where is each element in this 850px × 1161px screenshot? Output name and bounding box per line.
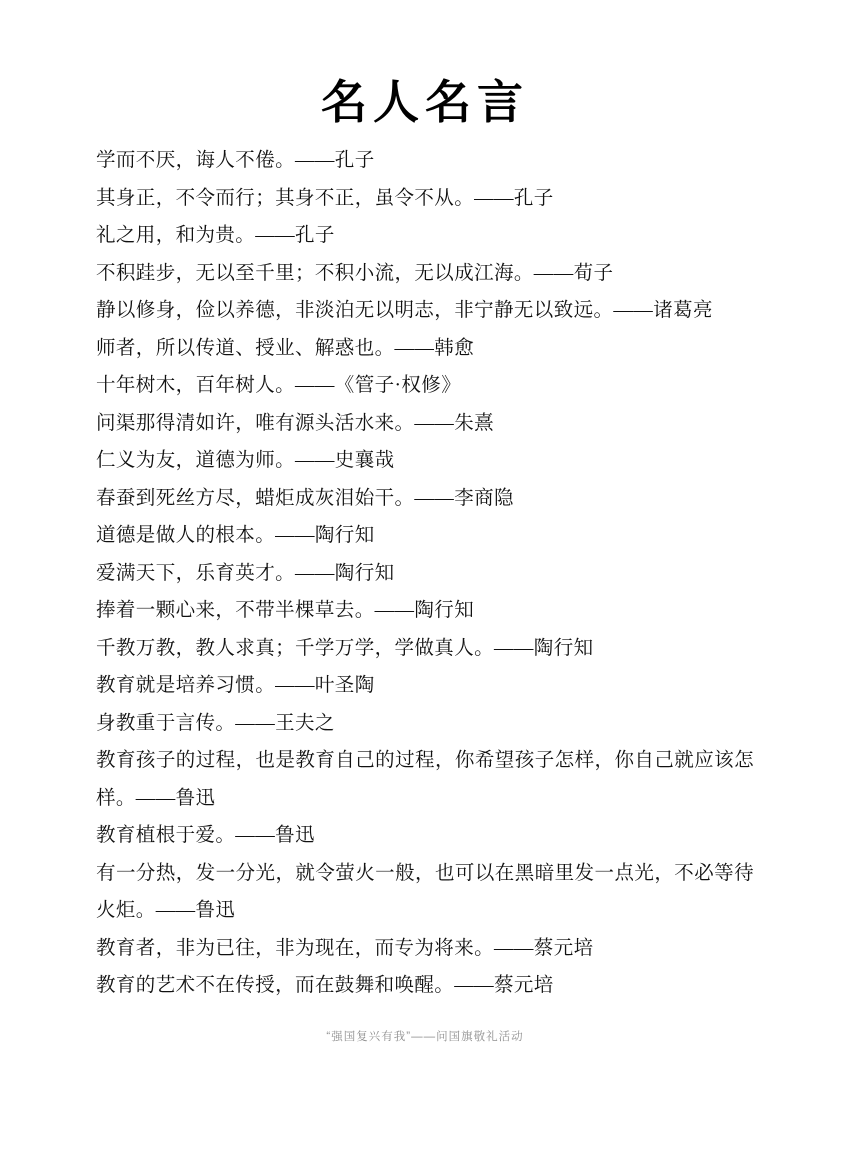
quote-line: 爱满天下，乐育英才。——陶行知	[96, 562, 395, 584]
quote-line: 捧着一颗心来，不带半棵草去。——陶行知	[96, 600, 475, 621]
quote-line: 十年树木，百年树人。——《管子·权修》	[96, 375, 462, 396]
quote-line: 教育者，非为已往，非为现在，而专为将来。——蔡元培	[96, 937, 594, 959]
quote-line: 仁义为友，道德为师。——史襄哉	[96, 450, 395, 471]
quote-line: 有一分热，发一分光，就令萤火一般，也可以在黑暗里发一点光，不必等待火炬。——鲁迅	[96, 862, 754, 921]
quote-line: 其身正，不令而行；其身不正，虽令不从。——孔子	[96, 187, 554, 209]
quote-list	[0, 142, 850, 1005]
quote-line: 教育的艺术不在传授，而在鼓舞和唤醒。——蔡元培	[96, 975, 554, 996]
quote-line: 静以修身，俭以养德，非淡泊无以明志，非宁静无以致远。——诸葛亮	[96, 300, 713, 321]
quote-line: 千教万教，教人求真；千学万学，学做真人。——陶行知	[96, 637, 594, 659]
quote-line: 教育植根于爱。——鲁迅	[96, 825, 315, 846]
quote-line: 春蚕到死丝方尽，蜡炬成灰泪始干。——李商隐	[96, 487, 514, 509]
quote-line: 师者，所以传道、授业、解惑也。——韩愈	[96, 337, 475, 359]
page-title: 名人名言	[321, 76, 529, 128]
quote-line: 不积跬步，无以至千里；不积小流，无以成江海。——荀子	[96, 262, 614, 284]
quote-line: 身教重于言传。——王夫之	[96, 712, 335, 734]
quote-line: 问渠那得清如许，唯有源头活水来。——朱熹	[96, 412, 495, 434]
quote-line: 教育孩子的过程，也是教育自己的过程，你希望孩子怎样，你自己就应该怎样。——鲁迅	[96, 750, 754, 809]
quote-line: 教育就是培养习惯。——叶圣陶	[96, 675, 375, 696]
quote-line: 学而不厌，诲人不倦。——孔子	[96, 150, 375, 171]
quote-line: 礼之用，和为贵。——孔子	[96, 225, 335, 246]
watermark-text: “强国复兴有我”——问国旗敬礼活动	[326, 1031, 524, 1043]
quote-line: 道德是做人的根本。——陶行知	[96, 525, 375, 546]
